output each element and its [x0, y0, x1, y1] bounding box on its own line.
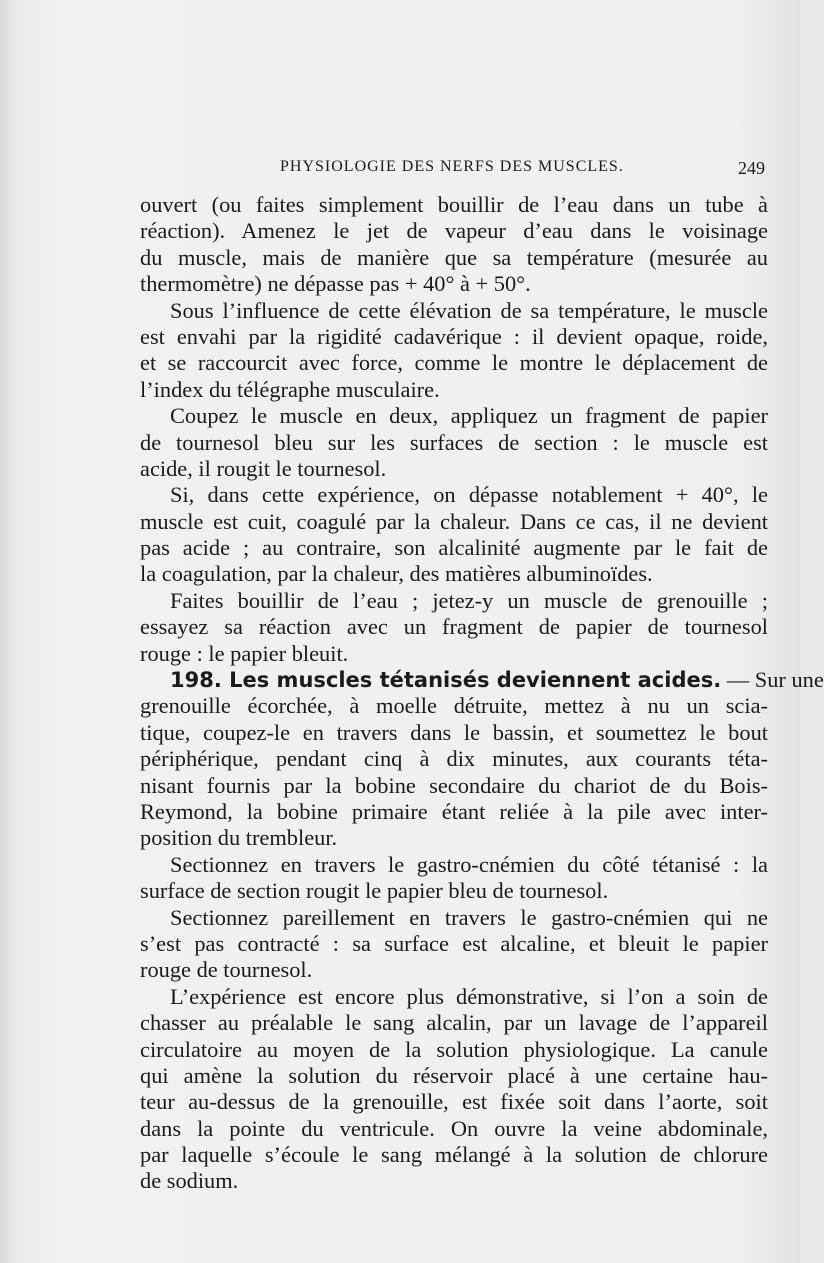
text-line: s’est pas contracté : sa surface est alcaline, et bleuit le papier: [140, 930, 768, 956]
text-line: qui amène la solution du réservoir placé à une certaine hau-: [140, 1062, 768, 1088]
text-line: muscle est cuit, coagulé par la chaleur. Dans ce cas, il ne devient: [140, 508, 768, 534]
running-title: PHYSIOLOGIE DES NERFS DES MUSCLES.: [280, 158, 624, 175]
text-line: la coagulation, par la chaleur, des matières albuminoïdes.: [140, 561, 653, 587]
text-line: thermomètre) ne dépasse pas + 40° à + 50°.: [140, 271, 531, 297]
section-heading: 198. Les muscles tétanisés deviennent acides.: [170, 668, 722, 693]
text-line: grenouille écorchée, à moelle détruite, mettez à nu un scia-: [140, 693, 768, 719]
text-line: Sectionnez en travers le gastro-cnémien du côté tétanisé : la: [170, 851, 768, 877]
text-line: essayez sa réaction avec un fragment de papier de tournesol: [140, 614, 768, 640]
text-line: rouge de tournesol.: [140, 957, 313, 983]
text-line: surface de section rougit le papier bleu de tournesol.: [140, 878, 609, 904]
text-line: circulatoire au moyen de la solution physiologique. La canule: [140, 1036, 768, 1062]
text-line: réaction). Amenez le jet de vapeur d’eau dans le voisinage: [140, 218, 768, 244]
body-text: [140, 192, 824, 1195]
text-line: Sous l’influence de cette élévation de sa température, le muscle: [170, 297, 768, 323]
text-line: l’index du télégraphe musculaire.: [140, 376, 440, 402]
text-line: de sodium.: [140, 1168, 239, 1194]
text-line: ouvert (ou faites simplement bouillir de l’eau dans un tube à: [140, 192, 768, 217]
text-line: position du trembleur.: [140, 825, 338, 851]
text-line: rouge : le papier bleuit.: [140, 640, 349, 666]
text-line: L’expérience est encore plus démonstrative, si l’on a soin de: [170, 983, 768, 1009]
text-line: Si, dans cette expérience, on dépasse notablement + 40°, le: [170, 482, 768, 508]
section-heading-rest: — Sur une: [721, 667, 824, 693]
text-line: tique, coupez-le en travers dans le bassin, et soumettez le bout: [140, 719, 768, 745]
text-line: Faites bouillir de l’eau ; jetez-y un muscle de grenouille ;: [170, 587, 768, 613]
text-line: pas acide ; au contraire, son alcalinité augmente par le fait de: [140, 535, 768, 561]
page-header: [140, 158, 765, 184]
text-line: par laquelle s’écoule le sang mélangé à la solution de chlorure: [140, 1142, 768, 1168]
text-line: de tournesol bleu sur les surfaces de section : le muscle est: [140, 429, 768, 455]
text-line: chasser au préalable le sang alcalin, par un lavage de l’appareil: [140, 1010, 768, 1036]
text-line: acide, il rougit le tournesol.: [140, 455, 387, 481]
text-line: Reymond, la bobine primaire étant reliée à la pile avec inter-: [140, 798, 768, 824]
text-line: périphérique, pendant cinq à dix minutes, aux courants téta-: [140, 746, 768, 772]
section-heading-line: [140, 667, 824, 693]
text-line: Sectionnez pareillement en travers le gastro-cnémien qui ne: [170, 904, 768, 930]
text-line: nisant fournis par la bobine secondaire du chariot de du Bois-: [140, 772, 768, 798]
text-line: et se raccourcit avec force, comme le montre le déplacement de: [140, 350, 768, 376]
text-line: est envahi par la rigidité cadavérique : il devient opaque, roide,: [140, 323, 768, 349]
page-number: 249: [738, 158, 765, 178]
text-line: du muscle, mais de manière que sa température (mesurée au: [140, 244, 768, 270]
text-line: teur au-dessus de la grenouille, est fixée soit dans l’aorte, soit: [140, 1089, 768, 1115]
text-line: dans la pointe du ventricule. On ouvre la veine abdominale,: [140, 1115, 768, 1141]
text-line: Coupez le muscle en deux, appliquez un fragment de papier: [170, 403, 768, 429]
